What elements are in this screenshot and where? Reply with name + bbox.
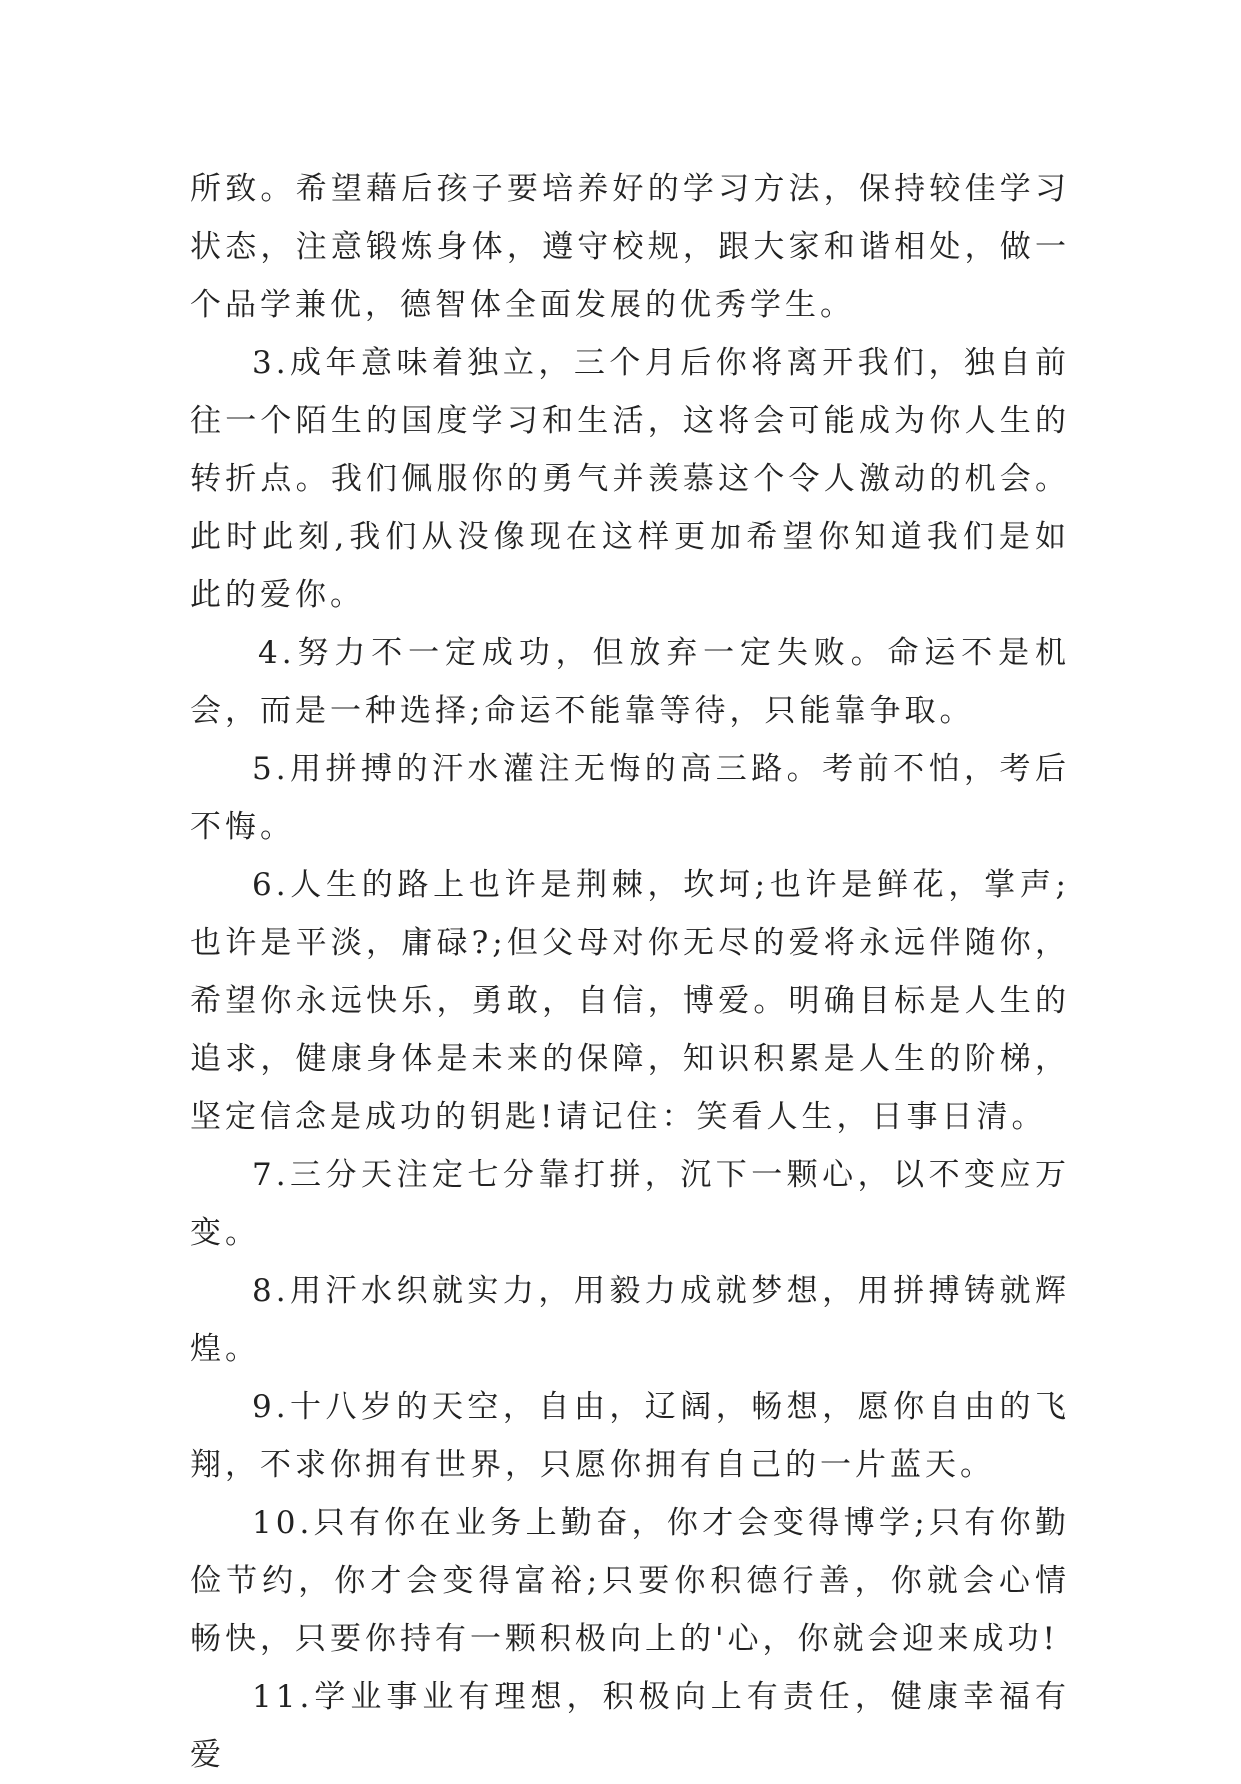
paragraph-item-9: 9.十八岁的天空，自由，辽阔，畅想，愿你自由的飞翔，不求你拥有世界，只愿你拥有自己的一片蓝天。 bbox=[190, 1389, 1070, 1483]
paragraph-item-7: 7.三分天注定七分靠打拼，沉下一颗心，以不变应万变。 bbox=[190, 1157, 1070, 1251]
paragraph-continuation: 所致。希望藉后孩子要培养好的学习方法，保持较佳学习状态，注意锻炼身体，遵守校规，跟大家和谐相处，做一个品学兼优，德智体全面发展的优秀学生。 bbox=[190, 171, 1070, 323]
paragraph-item-11: 11.学业事业有理想，积极向上有责任，健康幸福有爱 bbox=[190, 1679, 1070, 1773]
paragraph-item-4: 4.努力不一定成功，但放弃一定失败。命运不是机会，而是一种选择;命运不能靠等待，只能靠争取。 bbox=[190, 635, 1070, 729]
paragraph-item-8: 8.用汗水织就实力，用毅力成就梦想，用拼搏铸就辉煌。 bbox=[190, 1273, 1070, 1367]
paragraph-item-10: 10.只有你在业务上勤奋，你才会变得博学;只有你勤俭节约，你才会变得富裕;只要你积德行善，你就会心情畅快，只要你持有一颗积极向上的'心，你就会迎来成功! bbox=[190, 1505, 1070, 1657]
paragraph-item-3: 3.成年意味着独立，三个月后你将离开我们，独自前往一个陌生的国度学习和生活，这将会可能成为你人生的转折点。我们佩服你的勇气并羡慕这个令人激动的机会。此时此刻,我们从没像现在这样更加希望你知道我们是如此的爱你。 bbox=[190, 345, 1070, 613]
paragraph-item-6: 6.人生的路上也许是荆棘，坎坷;也许是鲜花，掌声;也许是平淡，庸碌?;但父母对你无尽的爱将永远伴随你，希望你永远快乐，勇敢，自信，博爱。明确目标是人生的追求，健康身体是未来的保障，知识积累是人生的阶梯，坚定信念是成功的钥匙!请记住：笑看人生，日事日清。 bbox=[190, 867, 1070, 1135]
paragraph-item-5: 5.用拼搏的汗水灌注无悔的高三路。考前不怕，考后不悔。 bbox=[190, 751, 1070, 845]
document-body bbox=[190, 160, 1070, 1784]
